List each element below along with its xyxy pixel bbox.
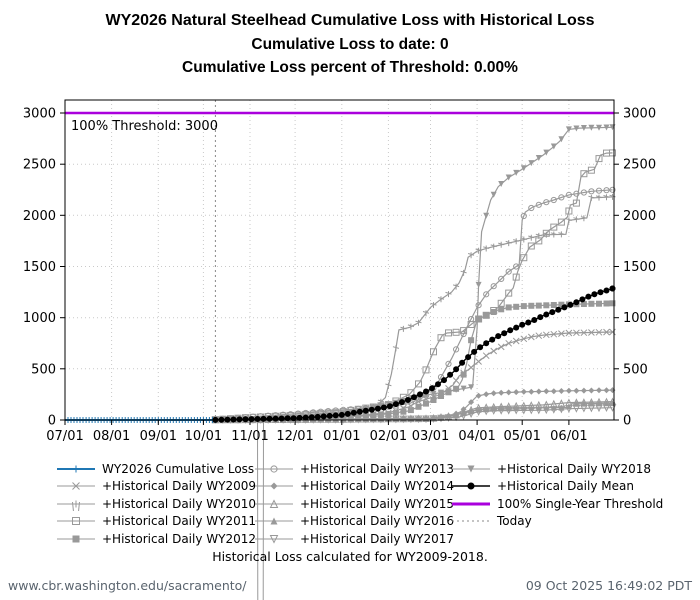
x-tick-label: 06/01 <box>550 429 588 444</box>
legend-label: +Historical Daily WY2012 <box>102 531 256 546</box>
y-tick-label-right: 1500 <box>623 260 657 275</box>
legend-item <box>253 478 454 496</box>
legend-item <box>450 460 663 478</box>
x-tick-label: 05/01 <box>503 429 541 444</box>
footer-url: www.cbr.washington.edu/sacramento/ <box>8 578 247 593</box>
legend-marker-square-fill <box>55 532 97 546</box>
x-tick-label: 02/01 <box>369 429 408 444</box>
series-markers-triangle-down-fill <box>212 124 615 422</box>
chart-title: WY2026 Natural Steelhead Cumulative Loss with Historical Loss <box>105 12 595 29</box>
x-tick-label: 08/01 <box>92 429 131 444</box>
legend-label: +Historical Daily WY2010 <box>102 496 256 511</box>
legend-label: WY2026 Cumulative Loss <box>102 461 255 476</box>
legend-label: +Historical Daily WY2017 <box>300 531 454 546</box>
y-tick-label: 3000 <box>22 106 56 122</box>
x-tick-label: 07/01 <box>46 429 84 444</box>
series-markers-square <box>212 150 615 423</box>
footer-timestamp: 09 Oct 2025 16:49:02 PDT <box>525 578 692 593</box>
x-tick-label: 11/01 <box>231 429 269 444</box>
legend-marker-circle-fill <box>450 479 492 493</box>
y-tick-label: 0 <box>47 413 56 429</box>
y-tick-label-right: 500 <box>623 362 648 378</box>
plot-border <box>65 100 614 420</box>
legend-item <box>55 530 256 548</box>
threshold-label: 100% Threshold: 3000 <box>71 119 218 134</box>
legend-caption: Historical Loss calculated for WY2009-2018. <box>212 549 488 564</box>
y-tick-label: 2500 <box>22 157 56 173</box>
legend-marker-triangle-down <box>253 532 295 546</box>
y-tick-label-right: 2000 <box>623 208 657 224</box>
x-tick-label: 12/01 <box>276 429 314 444</box>
legend-item <box>55 478 256 496</box>
x-tick-label: 10/01 <box>184 429 223 444</box>
series-line <box>215 127 612 419</box>
series-line <box>215 153 612 420</box>
legend-marker-plus <box>55 462 97 476</box>
legend-label: +Historical Daily WY2016 <box>300 514 454 529</box>
y-tick-label-right: 0 <box>623 413 632 429</box>
x-tick-label: 04/01 <box>458 429 496 444</box>
y-tick-label: 500 <box>31 362 56 378</box>
y-tick-label-right: 1000 <box>623 311 657 327</box>
x-tick-label: 09/01 <box>139 429 178 444</box>
legend-marker-circle <box>253 462 295 476</box>
legend-item <box>55 495 256 513</box>
y-tick-label: 1000 <box>22 311 56 327</box>
legend <box>0 460 700 548</box>
legend-marker-x <box>55 479 97 493</box>
legend-item <box>253 495 454 513</box>
legend-marker-triangle-down-fill <box>450 462 492 476</box>
legend-label: +Historical Daily WY2014 <box>300 479 454 494</box>
legend-label: +Historical Daily WY2018 <box>497 461 651 476</box>
legend-label: 100% Single-Year Threshold <box>497 496 664 511</box>
legend-marker-diamond-fill <box>253 479 295 493</box>
legend-marker-none <box>450 514 492 528</box>
x-tick-label: 03/01 <box>411 429 450 444</box>
legend-item <box>450 495 663 513</box>
footer-bar <box>0 574 700 600</box>
y-tick-label-right: 2500 <box>623 157 657 173</box>
legend-item <box>450 513 663 531</box>
legend-item <box>55 460 256 478</box>
legend-marker-none <box>450 497 492 511</box>
legend-item <box>55 513 256 531</box>
legend-label: Today <box>497 514 532 529</box>
legend-item <box>450 478 663 496</box>
legend-item <box>253 460 454 478</box>
legend-label: +Historical Daily WY2009 <box>102 479 256 494</box>
legend-marker-triangle-up-fill <box>253 514 295 528</box>
legend-marker-square <box>55 514 97 528</box>
chart-subtitle-loss-to-date: Cumulative Loss to date: 0 <box>251 36 449 53</box>
legend-marker-asterisk <box>55 497 97 511</box>
legend-item <box>253 513 454 531</box>
legend-marker-triangle-up <box>253 497 295 511</box>
y-tick-label: 1500 <box>22 260 56 275</box>
legend-label: +Historical Daily Mean <box>497 479 634 494</box>
y-tick-label-right: 3000 <box>623 106 657 122</box>
legend-label: +Historical Daily WY2011 <box>102 514 256 529</box>
chart-subtitle-percent-threshold: Cumulative Loss percent of Threshold: 0.00% <box>182 59 518 76</box>
x-tick-label: 01/01 <box>323 429 361 444</box>
legend-label: +Historical Daily WY2013 <box>300 461 454 476</box>
y-tick-label: 2000 <box>22 208 56 224</box>
legend-label: +Historical Daily WY2015 <box>300 496 454 511</box>
legend-item <box>253 530 454 548</box>
